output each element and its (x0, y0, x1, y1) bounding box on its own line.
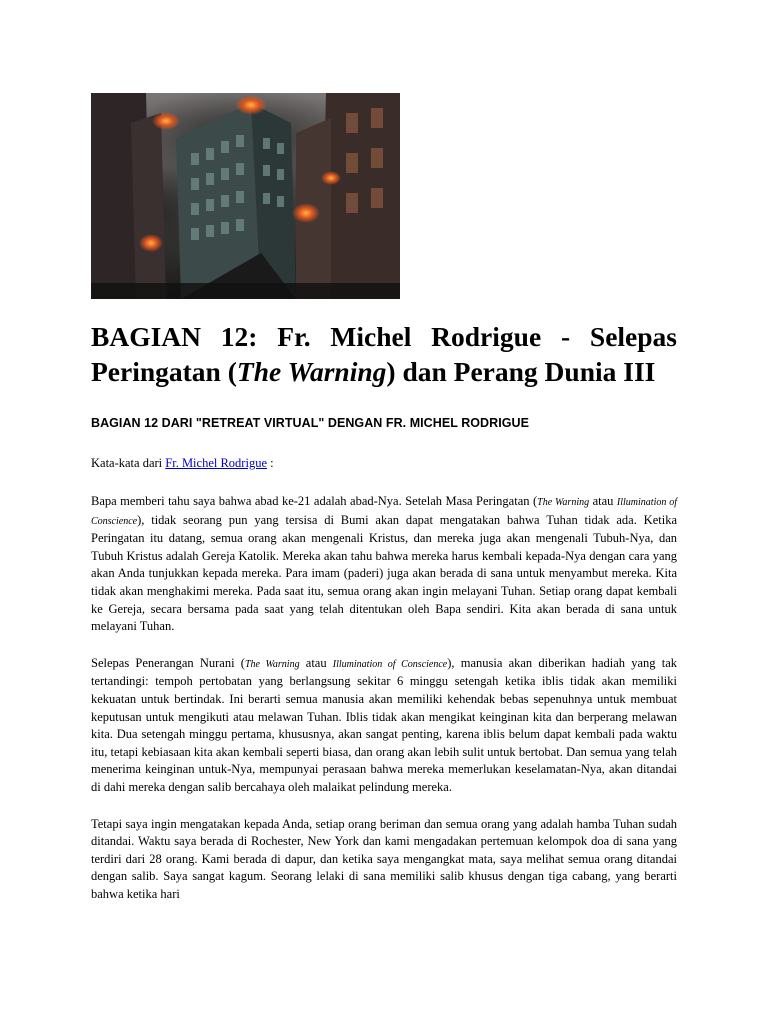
hero-image-burning-city (91, 93, 400, 299)
p2-text-c: ), manusia akan diberikan hadiah yang tak tertandingi: tempoh pertobatan yang berlangsung sekitar 6 minggu setengah ketika iblis tidak akan memiliki kekuatan untuk bertindak. Ini berarti semua manusia akan memiliki kehendak bebas sepenuhnya untuk membuat keputusan untuk mengikuti atau melawan Tuhan. Iblis tidak akan mengikat keinginan kita dan berperang melawan kita. Dua setengah minggu pertama, khususnya, akan sangat penting, karena iblis belum dapat kembali pada waktu itu, tetapi kebiasaan kita akan kembali seperti biasa, dan orang akan lebih sulit untuk bertobat. Dan semua yang telah menerima keinginan untuk-Nya, mempunyai perasaan bahwa mereka memerlukan keselamatan-Nya, akan ditandai di dahi mereka dengan salib bercahaya oleh malaikat pelindung mereka. (91, 655, 678, 794)
p1-em-illumination: Illumination of Conscience (91, 497, 677, 527)
intro-line (91, 455, 677, 471)
p1-text-a: Bapa memberi tahu saya bahwa abad ke-21 adalah abad-Nya. Setelah Masa Peringatan ( (91, 494, 538, 508)
title-part1: BAGIAN 12: Fr. Michel Rodrigue - Selepas Peringatan ( (91, 321, 677, 387)
p1-em-warning: The Warning (537, 497, 590, 508)
paragraph-2 (91, 655, 677, 797)
p2-em-illumination: Illumination of Conscience (332, 658, 448, 670)
p2-text-a: Selepas Penerangan Nurani ( (91, 655, 245, 670)
intro-suffix: : (267, 456, 274, 470)
p1-text-b: atau (589, 494, 617, 508)
intro-prefix: Kata-kata dari (91, 456, 166, 470)
document-page (91, 93, 677, 903)
page-title (91, 319, 677, 389)
author-link[interactable]: Fr. Michel Rodrigue (165, 456, 267, 470)
p1-text-c: ), tidak seorang pun yang tersisa di Bumi akan dapat mengatakan bahwa Tuhan tidak ada. Ketika Peringatan itu datang, semua orang akan mengenali Kristus, dan mereka juga akan mengenali Tubuh-Nya, dan Tubuh Kristus adalah Gereja Katolik. Mereka akan tahu bahwa mereka harus kembali kepada-Nya dengan cara yang akan Anda tunjukkan kepada mereka. Para imam (paderi) juga akan berada di sana untuk menyambut mereka. Kita tidak akan menghakimi mereka. Pada saat itu, semua orang akan ingin melayani Tuhan. Setiap orang dapat kembali ke Gereja, secara bersama pada saat yang telah ditentukan oleh Bapa sendiri. Kita akan berada di sana untuk melayani Tuhan. (91, 512, 677, 634)
paragraph-1 (91, 493, 677, 636)
subtitle: BAGIAN 12 DARI "RETREAT VIRTUAL" DENGAN FR. MICHEL RODRIGUE (91, 416, 529, 430)
p2-text-b: atau (299, 655, 333, 670)
paragraph-3: Tetapi saya ingin mengatakan kepada Anda, setiap orang beriman dan semua orang yang adalah hamba Tuhan sudah ditandai. Waktu saya berada di Rochester, New York dan kami mengadakan pertemuan kelompok doa di sana yang terdiri dari 28 orang. Kami berada di dapur, dan ketika saya mengangkat mata, saya melihat semua orang ditandai dengan salib. Saya sangat kagum. Seorang lelaki di sana memiliki salib khusus dengan tiga cabang, yang berarti bahwa ketika hari (91, 816, 677, 901)
p2-em-warning: The Warning (244, 658, 300, 670)
title-emphasis: The Warning (236, 356, 387, 387)
title-part2: ) dan Perang Dunia III (386, 356, 656, 387)
